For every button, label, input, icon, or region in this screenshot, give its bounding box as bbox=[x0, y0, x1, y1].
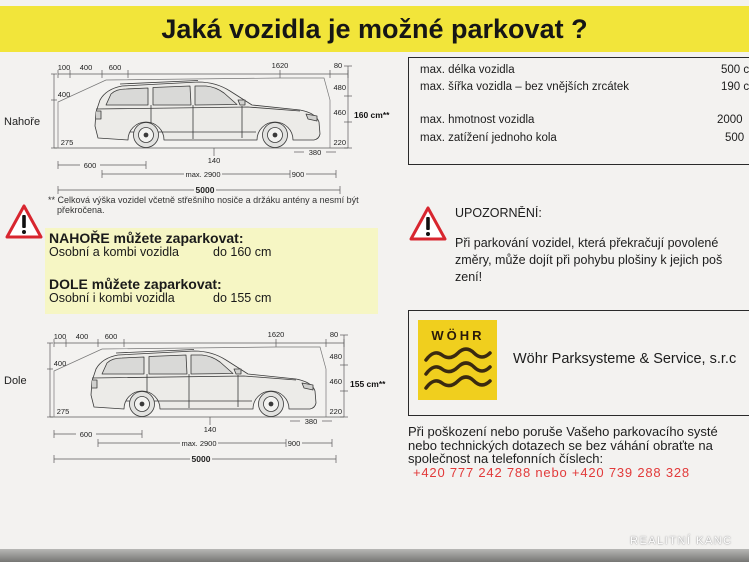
limit-label: max. délka vozidla bbox=[420, 64, 515, 76]
warning-line: zení! bbox=[455, 270, 483, 284]
car-hub bbox=[269, 402, 273, 406]
bottom-level-height-limit: do 155 cm bbox=[213, 291, 272, 305]
contact-info bbox=[408, 425, 749, 481]
dimension-label-bottom_380: 380 bbox=[308, 148, 322, 157]
dimension-label-top_roof_1620: 1620 bbox=[271, 61, 289, 70]
footnote-line: ** Celková výška vozidel včetně střešního nosiče a držáku antény a nesmí být bbox=[48, 195, 359, 205]
contact-line: společnost na telefonních číslech: bbox=[408, 451, 604, 466]
dimension-label-right_480: 480 bbox=[333, 83, 346, 92]
contact-line: Při poškození nebo poruše Vašeho parkovacího systé bbox=[408, 425, 718, 439]
dimension-label-top_rear_400: 400 bbox=[75, 332, 89, 341]
dimension-label-bottom_140: 140 bbox=[203, 425, 217, 434]
warning-heading: UPOZORNĚNÍ: bbox=[455, 206, 542, 220]
car-taillight bbox=[92, 380, 97, 388]
limit-label: max. hmotnost vozidla bbox=[420, 114, 535, 126]
car-taillight bbox=[96, 111, 101, 119]
dimension-label-left_275: 275 bbox=[56, 407, 70, 416]
company-box bbox=[408, 310, 749, 416]
dimension-label-top_rear_600: 600 bbox=[104, 332, 118, 341]
dimension-label-top_rear_600: 600 bbox=[108, 63, 122, 72]
dimension-label-left_275: 275 bbox=[60, 138, 74, 147]
allowed-vehicles-box bbox=[45, 228, 378, 314]
car-hub bbox=[140, 402, 144, 406]
limit-value: 500 bbox=[725, 132, 745, 144]
dimension-label-right_480: 480 bbox=[329, 352, 342, 361]
page-title: Jaká vozidla je možné parkovat ? bbox=[161, 14, 588, 44]
company-name: Wöhr Parksysteme & Service, s.r.c bbox=[513, 351, 737, 367]
top-level-heading: NAHOŘE můžete zaparkovat: bbox=[49, 230, 244, 246]
dimension-label-right_220: 220 bbox=[329, 407, 342, 416]
max-height-label: 160 cm** bbox=[354, 110, 390, 120]
logo-text: WÖHR bbox=[431, 328, 485, 343]
dimension-label-top_rear_100: 100 bbox=[57, 63, 71, 72]
dimension-label-wheelbase: max. 2900 bbox=[181, 439, 217, 448]
limit-value: 190 c bbox=[721, 81, 749, 93]
dimension-label-top_front_80: 80 bbox=[333, 61, 343, 70]
woehr-logo-icon bbox=[418, 320, 497, 400]
dimension-label-total_length: 5000 bbox=[195, 185, 215, 195]
dimension-label-left_rear_400: 400 bbox=[57, 90, 71, 99]
limit-value: 500 c bbox=[721, 64, 749, 76]
footnote-line: překročena. bbox=[57, 205, 105, 215]
dimension-label-top_roof_1620: 1620 bbox=[267, 330, 285, 339]
dimension-label-total_length: 5000 bbox=[191, 454, 211, 464]
dimension-label-wheelbase: max. 2900 bbox=[185, 170, 221, 179]
bottom-level-car-dimension-drawing bbox=[44, 325, 394, 467]
dimension-label-bottom_380: 380 bbox=[304, 417, 318, 426]
warning-triangle-icon bbox=[408, 205, 448, 242]
top-level-car-dimension-drawing bbox=[48, 56, 398, 198]
contact-line: nebo technických dotazech se bez váhání obraťte na bbox=[408, 437, 713, 453]
bottom-level-vehicles: Osobní i kombi vozidla bbox=[49, 291, 175, 305]
dimension-label-front_900: 900 bbox=[291, 170, 305, 179]
dimension-label-bottom_600: 600 bbox=[79, 430, 93, 439]
vehicle-limits-table bbox=[408, 57, 749, 165]
warning-notice bbox=[455, 206, 749, 290]
dimension-label-right_460: 460 bbox=[333, 108, 346, 117]
warning-line: Při parkování vozidel, která překračují povolené bbox=[455, 236, 719, 250]
limit-value: 2000 bbox=[717, 114, 743, 126]
dimension-label-bottom_140: 140 bbox=[207, 156, 221, 165]
height-footnote bbox=[48, 195, 359, 215]
title-banner bbox=[0, 6, 749, 52]
dimension-label-left_rear_400: 400 bbox=[53, 359, 67, 368]
bottom-level-label: Dole bbox=[4, 375, 27, 387]
dimension-label-front_900: 900 bbox=[287, 439, 301, 448]
top-level-height-limit: do 160 cm bbox=[213, 245, 272, 259]
bottom-level-heading: DOLE můžete zaparkovat: bbox=[49, 276, 222, 292]
max-height-label: 155 cm** bbox=[350, 379, 386, 389]
watermark: REALITNÍ KANC bbox=[630, 535, 733, 547]
top-level-vehicles: Osobní a kombi vozidla bbox=[49, 245, 179, 259]
car-hub bbox=[273, 133, 277, 137]
car-window bbox=[153, 86, 191, 105]
dimension-label-right_220: 220 bbox=[333, 138, 346, 147]
dimension-label-right_460: 460 bbox=[329, 377, 342, 386]
bottom-edge bbox=[0, 549, 749, 562]
limit-label: max. zatížení jednoho kola bbox=[420, 132, 557, 144]
limit-label: max. šířka vozidla – bez vnějších zrcátek bbox=[420, 81, 629, 93]
top-level-label: Nahoře bbox=[4, 116, 41, 128]
car-side-view bbox=[91, 350, 316, 417]
dimension-label-top_front_80: 80 bbox=[329, 330, 339, 339]
car-window bbox=[149, 355, 187, 374]
dimension-label-top_rear_400: 400 bbox=[79, 63, 93, 72]
contact-phone-numbers: +420 777 242 788 nebo +420 739 288 328 bbox=[413, 464, 690, 480]
car-hub bbox=[144, 133, 148, 137]
warning-triangle-icon bbox=[4, 203, 44, 240]
dimension-label-top_rear_100: 100 bbox=[53, 332, 67, 341]
dimension-label-bottom_600: 600 bbox=[83, 161, 97, 170]
warning-line: změry, může dojít při pohybu plošiny k jejich poš bbox=[455, 253, 723, 267]
car-side-view bbox=[95, 81, 320, 148]
